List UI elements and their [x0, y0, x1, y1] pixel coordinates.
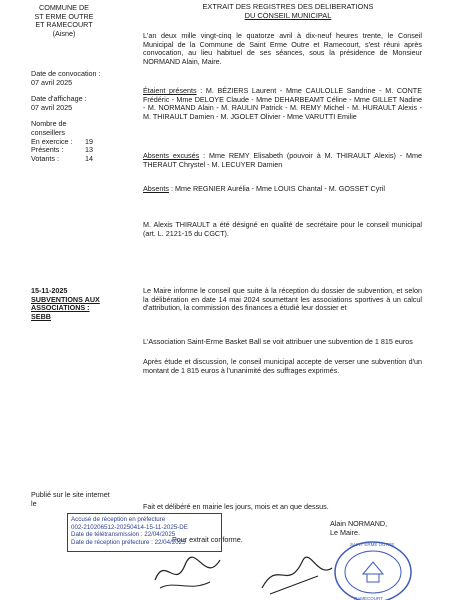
presents-text: : M. BÉZIERS Laurent - Mme CAULOLLE Sandrine - M. CONTE Frédéric - Mme DELOYE Claude - Mme DEHARBEAMT Céline - Mme GILLET Nadine - M. NORMAND Alain - M. RAULIN Patrick - M. REMY Michel - M. HURAULT Alexis - M. THIRAULT Damien - M. JGOLET Olivier - Mme VARUTTI Emilie: [143, 86, 422, 121]
subject-line-2: ASSOCIATIONS :: [31, 303, 90, 313]
published-line-1: Publié sur le site internet: [31, 490, 110, 499]
excuses-label: Absents excusés: [143, 151, 200, 160]
affichage-date: 07 avril 2025: [31, 102, 73, 112]
title-line-2: DU CONSEIL MUNICIPAL: [244, 10, 332, 20]
intro-paragraph: L'an deux mille vingt-cinq le quatorze avril à dix-neuf heures trente, le Conseil Municipal de la Commune de Saint Erme Outre et Ramecourt, s'est réuni après convocation, au lieu habituel de ses séances, sous la présidence de Monsieur NORMAND Alain, Maire.: [143, 31, 422, 66]
meta-block: [31, 70, 121, 163]
affichage-label: Date d'affichage :: [31, 94, 87, 104]
certified-statement: Pour extrait conforme.: [172, 535, 243, 544]
commune-name-line-1: ST ERME OUTRE: [34, 11, 94, 21]
svg-text:RAMECOURT: RAMECOURT: [354, 596, 383, 600]
svg-text:SAINT ERME OUTRE: SAINT ERME OUTRE: [350, 542, 395, 547]
subject-line-3: SEBB: [31, 311, 51, 321]
commune-name-line-2: ET RAMECOURT: [35, 20, 93, 30]
nombre-label-2: conseillers: [31, 127, 65, 137]
count-label: En exercice :: [31, 136, 73, 146]
secretary-paragraph: M. Alexis THIRAULT a été désigné en qualité de secrétaire pour le conseil municipal (art. L. 2121-15 du CGCT).: [143, 220, 422, 238]
excuses-paragraph: [143, 152, 422, 169]
absents-label: Absents: [143, 184, 169, 193]
published-line-2: le: [31, 498, 37, 508]
nombre-label-1: Nombre de: [31, 119, 67, 129]
stamp-line-2: 002-210206512-20250414-15-11-2025-DE: [71, 523, 188, 531]
presents-paragraph: [143, 87, 422, 121]
convocation-date: 07 avril 2025: [31, 77, 73, 87]
count-value: 14: [85, 153, 93, 163]
count-value: 13: [85, 145, 93, 155]
title-line-1: EXTRAIT DES REGISTRES DES DELIBERATIONS: [202, 2, 374, 11]
stamp-line-3: Date de télétransmission : 22/04/2025: [71, 531, 176, 539]
subject-line-1: SUBVENTIONS AUX: [31, 294, 100, 304]
signer-role: Le Maire.: [330, 527, 360, 537]
mayor-signature: [258, 548, 338, 598]
convocation-label: Date de convocation :: [31, 69, 101, 78]
deliberation-number: 15-11-2025: [31, 286, 68, 295]
count-row: [31, 155, 93, 164]
absents-paragraph: [143, 185, 422, 194]
deliberation-para-3: Après étude et discussion, le conseil municipal accepte de verser une subvention d'un montant de 1 815 euros à l'unanimité des suffrages exprimés.: [143, 357, 422, 375]
count-label: Présents :: [31, 145, 64, 155]
secretary-signature: [150, 550, 230, 595]
department: (Aisne): [52, 28, 76, 38]
count-label: Votants :: [31, 153, 59, 163]
prefecture-receipt-stamp: [67, 513, 222, 552]
deliberation-para-1: Le Maire informe le conseil que suite à la réception du dossier de subvention, et selon la délibération en date 14 mai 2024 soumettant les associations sportives à un calcul d'attribution, la commission des finances a étudié leur dossier et: [143, 286, 422, 313]
published-block: [31, 491, 141, 508]
count-value: 19: [85, 136, 93, 146]
document-title: [158, 3, 418, 20]
excuses-text: : Mme REMY Elisabeth (pouvoir à M. THIRAULT Alexis) - Mme THERAUT Chrystel - M. LECUYER Damien: [143, 151, 422, 169]
commune-label: COMMUNE DE: [39, 3, 89, 12]
done-statement: Fait et délibéré en mairie les jours, mois et an que dessus.: [143, 502, 329, 511]
stamp-line-1: Accusé de réception en préfecture: [71, 516, 166, 523]
stamp-line-4: Date de réception préfecture : 22/04/2025: [71, 538, 186, 546]
commune-header: [22, 4, 106, 38]
absents-text: : Mme REGNIER Aurélia - Mme LOUIS Chantal - M. GOSSET Cyril: [168, 184, 385, 193]
municipal-seal-icon: [330, 534, 416, 600]
deliberation-subject: [31, 287, 131, 321]
deliberation-para-2: L'Association Saint-Erme Basket Ball se voit attribuer une subvention de 1 815 euros: [143, 337, 413, 346]
presents-label: Étaient présents: [143, 86, 197, 95]
signer-name: Alain NORMAND,: [330, 519, 388, 528]
